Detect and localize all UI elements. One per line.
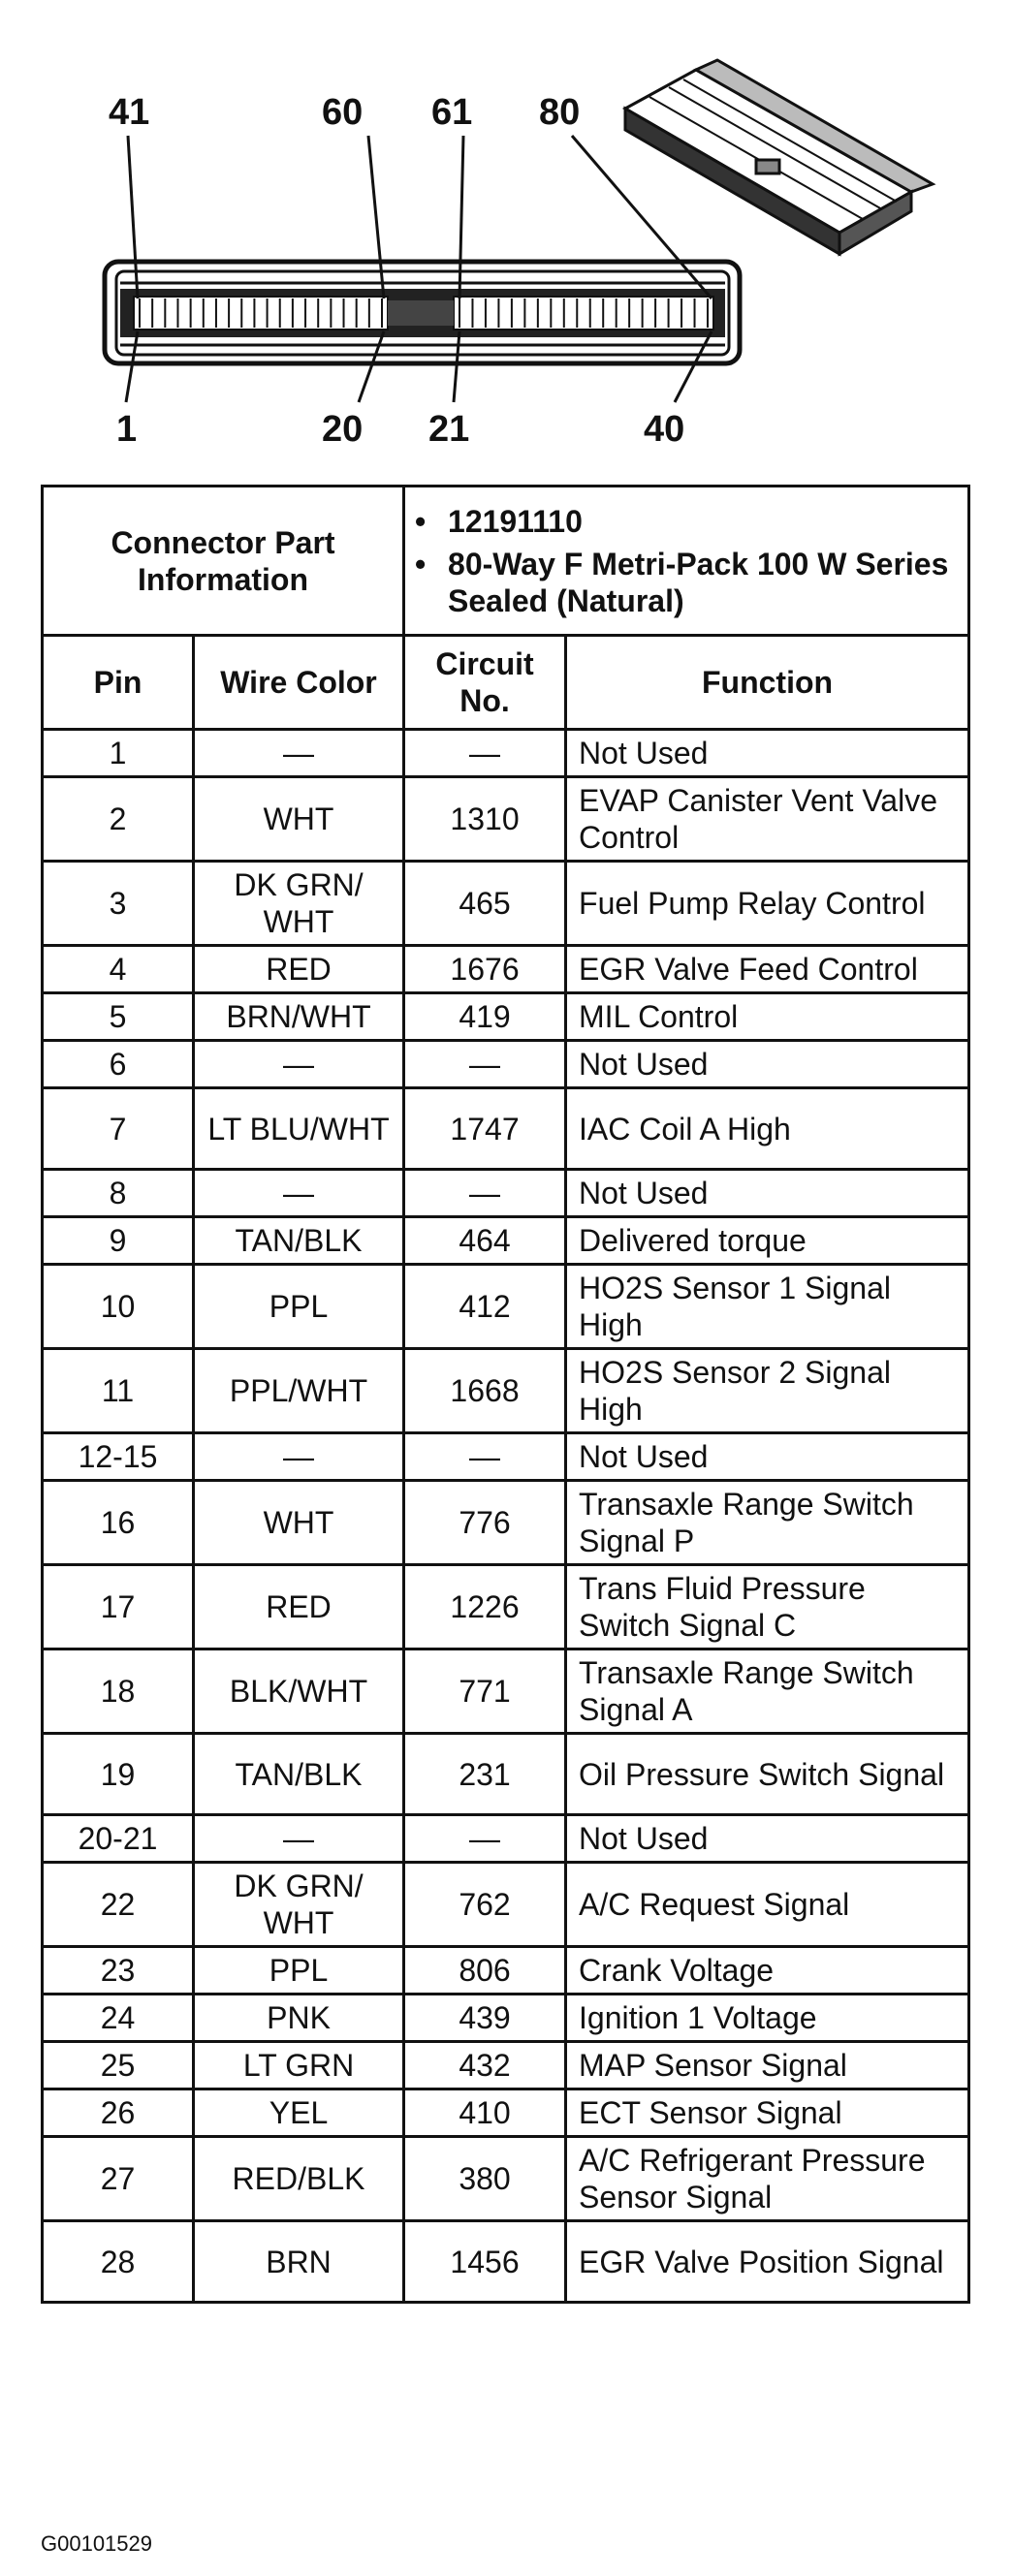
table-row bbox=[43, 1170, 969, 1217]
function-cell: IAC Coil A High bbox=[566, 1088, 969, 1170]
pin-cell: 9 bbox=[43, 1217, 194, 1265]
pin-cell: 16 bbox=[43, 1481, 194, 1565]
function-cell: A/C Refrigerant Pressure Sensor Signal bbox=[566, 2137, 969, 2221]
wire-color-cell: BRN/WHT bbox=[194, 993, 404, 1041]
circuit-cell: 412 bbox=[404, 1265, 566, 1349]
function-cell: Transaxle Range Switch Signal P bbox=[566, 1481, 969, 1565]
circuit-cell: — bbox=[404, 1170, 566, 1217]
wire-color-cell: — bbox=[194, 1433, 404, 1481]
table-row bbox=[43, 946, 969, 993]
circuit-cell: — bbox=[404, 1041, 566, 1088]
wire-color-cell: PPL bbox=[194, 1265, 404, 1349]
pin-cell: 26 bbox=[43, 2089, 194, 2137]
circuit-cell: — bbox=[404, 1433, 566, 1481]
table-row bbox=[43, 1863, 969, 1947]
function-cell: Not Used bbox=[566, 1433, 969, 1481]
function-cell: Delivered torque bbox=[566, 1217, 969, 1265]
pin-cell: 20-21 bbox=[43, 1815, 194, 1863]
circuit-cell: 465 bbox=[404, 862, 566, 946]
circuit-cell: 1668 bbox=[404, 1349, 566, 1433]
function-cell: Trans Fluid Pressure Switch Signal C bbox=[566, 1565, 969, 1649]
pin-cell: 12-15 bbox=[43, 1433, 194, 1481]
pin-cell: 2 bbox=[43, 777, 194, 862]
connector-side-view bbox=[625, 60, 933, 254]
pin-cell: 17 bbox=[43, 1565, 194, 1649]
function-cell: Ignition 1 Voltage bbox=[566, 1995, 969, 2042]
wire-color-cell: LT BLU/WHT bbox=[194, 1088, 404, 1170]
wire-color-cell: — bbox=[194, 1170, 404, 1217]
part-number: 12191110 bbox=[448, 503, 583, 539]
pin-label-80: 80 bbox=[539, 92, 581, 133]
circuit-cell: 464 bbox=[404, 1217, 566, 1265]
wire-color-cell: PNK bbox=[194, 1995, 404, 2042]
wire-color-cell: — bbox=[194, 1815, 404, 1863]
wire-color-cell: TAN/BLK bbox=[194, 1734, 404, 1815]
circuit-cell: 439 bbox=[404, 1995, 566, 2042]
circuit-cell: 1310 bbox=[404, 777, 566, 862]
function-cell: Crank Voltage bbox=[566, 1947, 969, 1995]
pin-label-21: 21 bbox=[428, 409, 470, 450]
table-row bbox=[43, 993, 969, 1041]
pin-cell: 24 bbox=[43, 1995, 194, 2042]
wire-color-cell: RED/BLK bbox=[194, 2137, 404, 2221]
connector-table bbox=[41, 485, 970, 2304]
table-row bbox=[43, 2042, 969, 2089]
pin-cell: 28 bbox=[43, 2221, 194, 2303]
circuit-cell: 410 bbox=[404, 2089, 566, 2137]
circuit-cell: — bbox=[404, 730, 566, 777]
circuit-cell: 419 bbox=[404, 993, 566, 1041]
figure-code: G00101529 bbox=[41, 2531, 152, 2556]
table-row bbox=[43, 1217, 969, 1265]
table-row bbox=[43, 1734, 969, 1815]
pin-label-41: 41 bbox=[109, 92, 150, 133]
wire-color-cell: — bbox=[194, 1041, 404, 1088]
function-cell: MIL Control bbox=[566, 993, 969, 1041]
table-row bbox=[43, 1433, 969, 1481]
function-cell: MAP Sensor Signal bbox=[566, 2042, 969, 2089]
table-row bbox=[43, 1349, 969, 1433]
pin-cell: 10 bbox=[43, 1265, 194, 1349]
pin-cell: 23 bbox=[43, 1947, 194, 1995]
table-row bbox=[43, 2089, 969, 2137]
circuit-cell: 776 bbox=[404, 1481, 566, 1565]
wire-color-cell: RED bbox=[194, 1565, 404, 1649]
pin-cell: 6 bbox=[43, 1041, 194, 1088]
wire-color-cell: DK GRN/ WHT bbox=[194, 1863, 404, 1947]
pin-label-61: 61 bbox=[431, 92, 473, 133]
pin-cell: 5 bbox=[43, 993, 194, 1041]
wire-color-cell: BRN bbox=[194, 2221, 404, 2303]
table-row bbox=[43, 1265, 969, 1349]
table-row bbox=[43, 777, 969, 862]
wire-color-cell: WHT bbox=[194, 1481, 404, 1565]
pin-label-60: 60 bbox=[322, 92, 364, 133]
pin-cell: 27 bbox=[43, 2137, 194, 2221]
wire-color-cell: YEL bbox=[194, 2089, 404, 2137]
pin-cell: 7 bbox=[43, 1088, 194, 1170]
connector-diagram bbox=[0, 0, 1013, 465]
connector-info-label: Connector Part Information bbox=[43, 487, 404, 636]
table-row bbox=[43, 2137, 969, 2221]
function-cell: Not Used bbox=[566, 1170, 969, 1217]
pin-cell: 25 bbox=[43, 2042, 194, 2089]
function-cell: HO2S Sensor 1 Signal High bbox=[566, 1265, 969, 1349]
table-row bbox=[43, 1565, 969, 1649]
table-row bbox=[43, 1088, 969, 1170]
connector-description: 80-Way F Metri-Pack 100 W Series Sealed (Natural) bbox=[448, 546, 949, 618]
function-cell: Transaxle Range Switch Signal A bbox=[566, 1649, 969, 1734]
function-cell: ECT Sensor Signal bbox=[566, 2089, 969, 2137]
pin-label-40: 40 bbox=[644, 409, 685, 450]
pin-cell: 4 bbox=[43, 946, 194, 993]
function-cell: Not Used bbox=[566, 730, 969, 777]
function-cell: EVAP Canister Vent Valve Control bbox=[566, 777, 969, 862]
circuit-cell: 432 bbox=[404, 2042, 566, 2089]
wire-color-cell: LT GRN bbox=[194, 2042, 404, 2089]
pin-cell: 3 bbox=[43, 862, 194, 946]
pin-cell: 19 bbox=[43, 1734, 194, 1815]
wire-color-cell: PPL/WHT bbox=[194, 1349, 404, 1433]
header-function: Function bbox=[566, 636, 969, 730]
circuit-cell: 1456 bbox=[404, 2221, 566, 2303]
pin-cell: 11 bbox=[43, 1349, 194, 1433]
header-circuit: Circuit No. bbox=[404, 636, 566, 730]
table-row bbox=[43, 2221, 969, 2303]
pin-cell: 8 bbox=[43, 1170, 194, 1217]
pin-label-1: 1 bbox=[116, 409, 138, 450]
connector-info-items: • 12191110 • 80-Way F Metri-Pack 100 W Series Sealed (Natural) bbox=[404, 487, 969, 636]
connector-face bbox=[105, 262, 740, 363]
circuit-cell: 231 bbox=[404, 1734, 566, 1815]
wire-color-cell: DK GRN/ WHT bbox=[194, 862, 404, 946]
table-header-row bbox=[43, 636, 969, 730]
wire-color-cell: WHT bbox=[194, 777, 404, 862]
table-row bbox=[43, 1947, 969, 1995]
circuit-cell: 1226 bbox=[404, 1565, 566, 1649]
table-row bbox=[43, 862, 969, 946]
header-pin: Pin bbox=[43, 636, 194, 730]
table-row bbox=[43, 1649, 969, 1734]
table-row bbox=[43, 1041, 969, 1088]
wire-color-cell: — bbox=[194, 730, 404, 777]
circuit-cell: 380 bbox=[404, 2137, 566, 2221]
table-row bbox=[43, 1815, 969, 1863]
function-cell: EGR Valve Feed Control bbox=[566, 946, 969, 993]
table-row bbox=[43, 730, 969, 777]
header-wire-color: Wire Color bbox=[194, 636, 404, 730]
function-cell: Oil Pressure Switch Signal bbox=[566, 1734, 969, 1815]
function-cell: HO2S Sensor 2 Signal High bbox=[566, 1349, 969, 1433]
circuit-cell: 1676 bbox=[404, 946, 566, 993]
wire-color-cell: BLK/WHT bbox=[194, 1649, 404, 1734]
table-row bbox=[43, 1481, 969, 1565]
function-cell: Not Used bbox=[566, 1815, 969, 1863]
function-cell: Fuel Pump Relay Control bbox=[566, 862, 969, 946]
function-cell: EGR Valve Position Signal bbox=[566, 2221, 969, 2303]
circuit-cell: 806 bbox=[404, 1947, 566, 1995]
circuit-cell: 762 bbox=[404, 1863, 566, 1947]
function-cell: A/C Request Signal bbox=[566, 1863, 969, 1947]
table-row bbox=[43, 1995, 969, 2042]
wire-color-cell: RED bbox=[194, 946, 404, 993]
function-cell: Not Used bbox=[566, 1041, 969, 1088]
pin-label-20: 20 bbox=[322, 409, 364, 450]
wire-color-cell: TAN/BLK bbox=[194, 1217, 404, 1265]
circuit-cell: 771 bbox=[404, 1649, 566, 1734]
wire-color-cell: PPL bbox=[194, 1947, 404, 1995]
circuit-cell: — bbox=[404, 1815, 566, 1863]
pin-cell: 18 bbox=[43, 1649, 194, 1734]
pin-cell: 1 bbox=[43, 730, 194, 777]
connector-info-row bbox=[43, 487, 969, 636]
pin-cell: 22 bbox=[43, 1863, 194, 1947]
circuit-cell: 1747 bbox=[404, 1088, 566, 1170]
